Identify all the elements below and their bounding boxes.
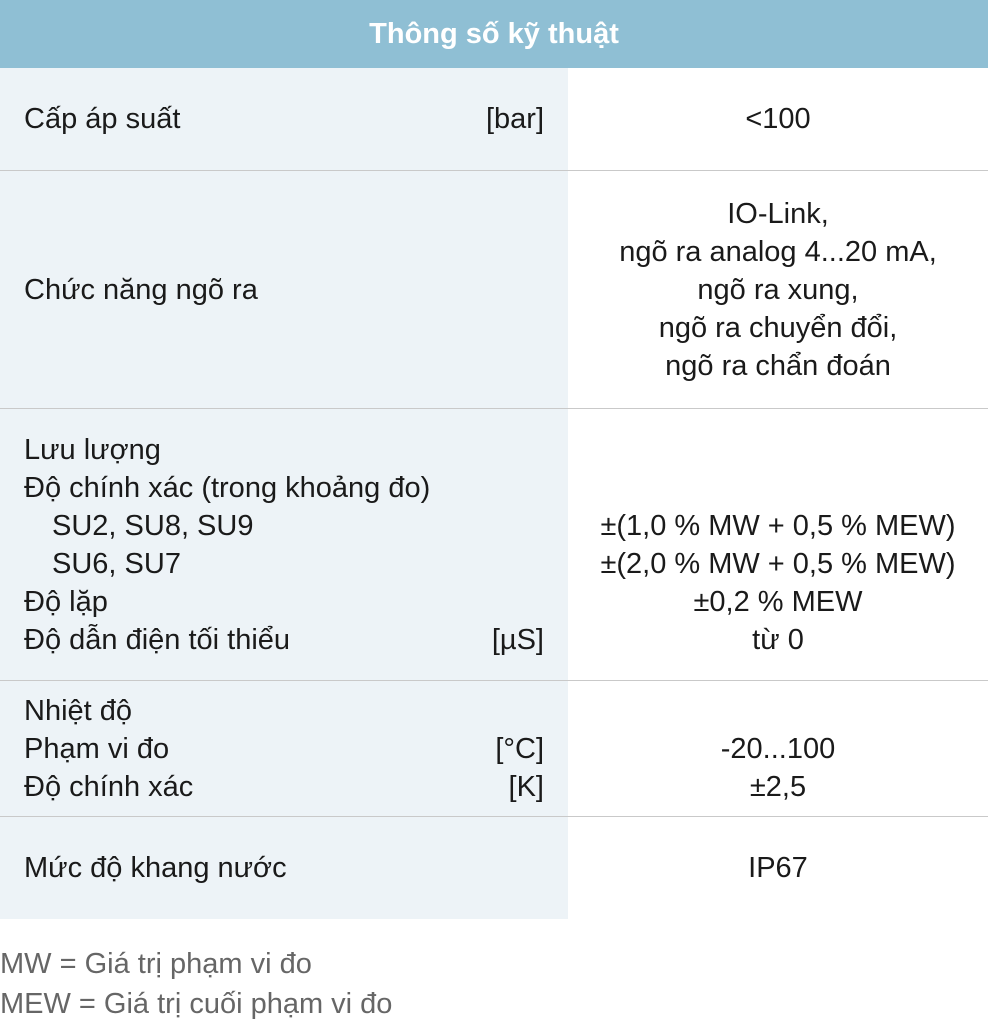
output-value-cell xyxy=(568,171,988,408)
footnotes xyxy=(0,944,392,1024)
table-row-flow xyxy=(0,409,988,681)
temperature-range-label: Phạm vi đo xyxy=(24,732,170,765)
flow-label-cell xyxy=(0,409,568,680)
temperature-value-cell xyxy=(568,681,988,816)
flow-su289-label: SU2, SU8, SU9 xyxy=(52,509,254,542)
table-row-output xyxy=(0,171,988,409)
pressure-label: Cấp áp suất xyxy=(24,103,181,135)
temperature-heading: Nhiệt độ xyxy=(24,694,133,727)
protection-value-cell xyxy=(568,817,988,919)
temperature-accuracy-value: ±2,5 xyxy=(749,770,807,803)
output-value-switching: ngõ ra chuyển đổi, xyxy=(658,311,898,344)
output-label-cell xyxy=(0,171,568,408)
output-label: Chức năng ngõ ra xyxy=(24,273,258,306)
temperature-accuracy-unit: [K] xyxy=(508,770,544,803)
table-row-temperature xyxy=(0,681,988,817)
table-title xyxy=(0,0,988,68)
protection-label-cell xyxy=(0,817,568,919)
temperature-accuracy-label: Độ chính xác xyxy=(24,770,194,803)
output-value-analog: ngõ ra analog 4...20 mA, xyxy=(619,235,937,268)
spec-table xyxy=(0,68,988,919)
table-row-protection xyxy=(0,817,988,919)
flow-su67-label: SU6, SU7 xyxy=(52,547,181,580)
flow-conductivity-label: Độ dẫn điện tối thiểu xyxy=(24,623,291,656)
pressure-value: <100 xyxy=(745,103,811,135)
footnote-mew: MEW = Giá trị cuối phạm vi đo xyxy=(0,988,393,1020)
pressure-unit: [bar] xyxy=(485,103,544,135)
table-row-pressure xyxy=(0,68,988,171)
flow-su67-value: ±(2,0 % MW + 0,5 % MEW) xyxy=(600,547,956,580)
flow-accuracy-label: Độ chính xác (trong khoảng đo) xyxy=(24,471,431,504)
table-title-text: Thông số kỹ thuật xyxy=(369,17,619,50)
flow-conductivity-value: từ 0 xyxy=(752,623,804,656)
flow-value-cell xyxy=(568,409,988,680)
output-value-io-link: IO-Link, xyxy=(727,197,829,230)
flow-heading: Lưu lượng xyxy=(24,433,161,466)
output-value-pulse: ngõ ra xung, xyxy=(697,273,859,306)
flow-su289-value: ±(1,0 % MW + 0,5 % MEW) xyxy=(600,509,956,542)
temperature-range-unit: [°C] xyxy=(495,732,544,765)
output-value-diagnostic: ngõ ra chẩn đoán xyxy=(665,349,891,382)
temperature-label-cell xyxy=(0,681,568,816)
pressure-label-cell xyxy=(0,68,568,170)
footnote-mw: MW = Giá trị phạm vi đo xyxy=(0,948,312,980)
flow-conductivity-unit: [µS] xyxy=(491,623,544,656)
pressure-value-cell xyxy=(568,68,988,170)
protection-label: Mức độ khang nước xyxy=(24,852,287,884)
flow-repeat-label: Độ lặp xyxy=(24,585,108,618)
protection-value: IP67 xyxy=(748,852,808,884)
temperature-range-value: -20...100 xyxy=(720,732,836,765)
flow-repeat-value: ±0,2 % MEW xyxy=(693,585,863,618)
